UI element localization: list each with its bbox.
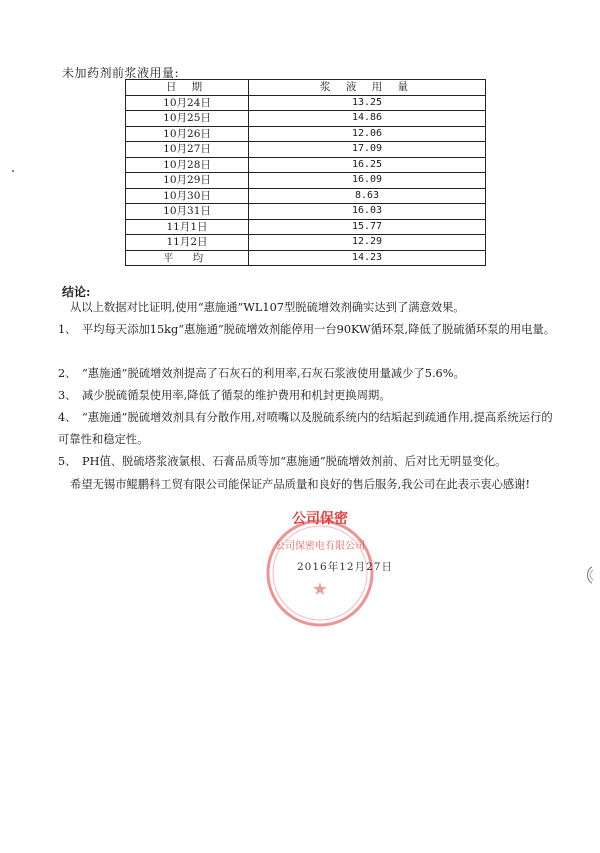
cell-value: 16.03 — [249, 204, 486, 220]
average-value: 14.23 — [249, 250, 486, 266]
conclusion-item — [58, 319, 558, 341]
cell-date: 10月29日 — [126, 173, 249, 189]
table-row — [126, 235, 486, 251]
table-header-row — [126, 80, 486, 96]
table-row — [126, 157, 486, 173]
item-text: 减少脱硫循泵使用率,降低了循泵的维护费用和机封更换周期。 — [82, 389, 391, 402]
conclusion-intro: 从以上数据对比证明,使用“惠施通”WL107型脱硫增效剂确实达到了满意效果。 — [70, 301, 465, 314]
item-text: “惠施通”脱硫增效剂提高了石灰石的利用率,石灰石浆液使用量减少了5.6%。 — [82, 367, 465, 380]
cell-value: 12.29 — [249, 235, 486, 251]
cell-value: 8.63 — [249, 188, 486, 204]
thanks-paragraph: 希望无锡市鲲鹏科工贸有限公司能保证产品质量和良好的售后服务,我公司在此表示衷心感谢! — [70, 478, 531, 491]
table-row — [126, 173, 486, 189]
item-number: 3、 — [58, 389, 77, 402]
item-number: 2、 — [58, 367, 77, 380]
cell-value: 14.86 — [249, 111, 486, 127]
item-text: PH值、脱硫塔浆液氯根、石膏品质等加“惠施通”脱硫增效剂前、后对比无明显变化。 — [82, 455, 507, 468]
table-caption: 未加药剂前浆液用量: — [62, 66, 180, 80]
svg-text:★: ★ — [311, 579, 329, 600]
scan-edge-mark-icon — [584, 566, 594, 584]
cell-value: 17.09 — [249, 142, 486, 158]
item-text: 平均每天添加15kg“惠施通”脱硫增效剂能停用一台90KW循环泵,降低了脱硫循环泵的用电量。 — [82, 323, 556, 336]
average-label: 平 均 — [126, 250, 249, 266]
conclusion-item — [58, 451, 558, 473]
header-date: 日 期 — [126, 80, 249, 96]
cell-date: 10月25日 — [126, 111, 249, 127]
table-row — [126, 204, 486, 220]
conclusion-title: 结论: — [62, 285, 91, 299]
table-row — [126, 142, 486, 158]
table-row — [126, 95, 486, 111]
table-row — [126, 188, 486, 204]
cell-date: 11月2日 — [126, 235, 249, 251]
table-average-row — [126, 250, 486, 266]
conclusion-item — [58, 385, 558, 407]
item-number: 1、 — [58, 323, 77, 336]
cell-date: 10月26日 — [126, 126, 249, 142]
cell-value: 16.25 — [249, 157, 486, 173]
cell-value: 12.06 — [249, 126, 486, 142]
item-text: “惠施通”脱硫增效剂具有分散作用,对喷嘴以及脱硫系统内的结垢起到疏通作用,提高系统运行的可靠性和稳定性。 — [58, 411, 553, 446]
cell-date: 10月30日 — [126, 188, 249, 204]
conclusion-item — [58, 407, 558, 451]
cell-date: 10月27日 — [126, 142, 249, 158]
item-number: 5、 — [58, 455, 77, 468]
cell-value: 16.09 — [249, 173, 486, 189]
conclusion-item — [58, 363, 558, 385]
table-row — [126, 219, 486, 235]
cell-date: 10月31日 — [126, 204, 249, 220]
cell-value: 13.25 — [249, 95, 486, 111]
header-slurry-usage: 浆 液 用 量 — [249, 80, 486, 96]
seal-inner-text: 公司保密电有限公司 — [275, 541, 365, 552]
cell-date: 11月1日 — [126, 219, 249, 235]
cell-date: 10月28日 — [126, 157, 249, 173]
item-number: 4、 — [58, 411, 77, 424]
slurry-usage-table — [125, 79, 486, 266]
document-date: 2016年12月27日 — [297, 561, 393, 573]
table-row — [126, 126, 486, 142]
cell-value: 15.77 — [249, 219, 486, 235]
scan-dot — [12, 170, 14, 172]
cell-date: 10月24日 — [126, 95, 249, 111]
table-row — [126, 111, 486, 127]
seal-top-text: 公司保密 — [292, 511, 348, 527]
